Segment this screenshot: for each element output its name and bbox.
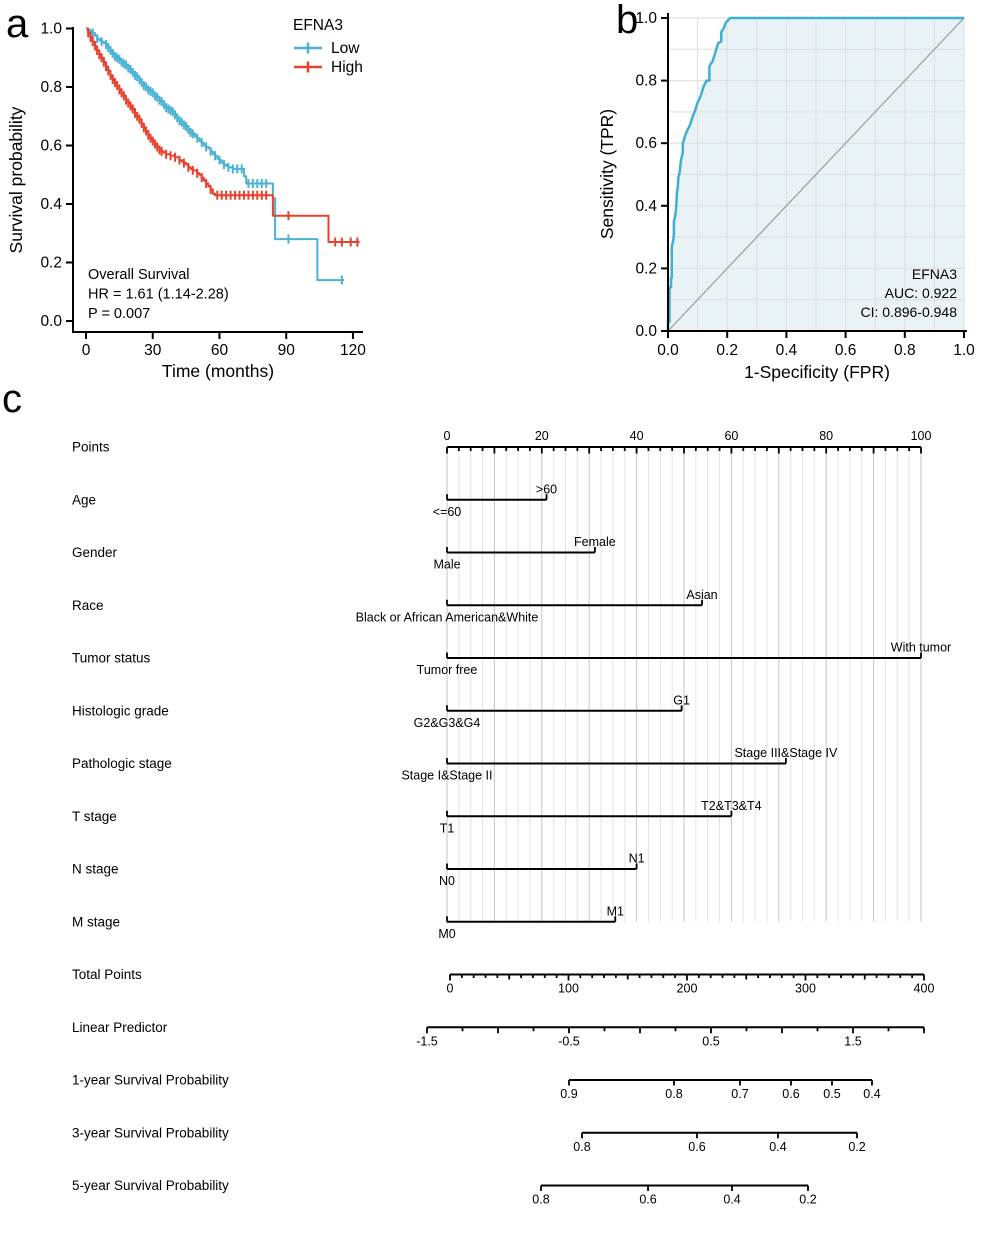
nomo-row-label: M stage xyxy=(72,914,121,930)
nomo-survival-tick-label: 0.2 xyxy=(799,1192,817,1207)
nomo-category-label-left: Male xyxy=(433,557,461,572)
km-x-tick-label: 60 xyxy=(210,342,229,359)
nomo-category-label-right: With tumor xyxy=(890,640,952,655)
panel-letter-c: c xyxy=(2,377,22,421)
nomo-survival-tick-label: 0.8 xyxy=(573,1139,591,1154)
nomo-points-tick-label: 20 xyxy=(534,429,549,443)
nomo-category-label-left: M0 xyxy=(438,926,456,941)
roc-y-axis-title: Sensitivity (TPR) xyxy=(597,108,617,240)
nomo-row-label: Linear Predictor xyxy=(72,1019,168,1035)
nomo-survival-tick-label: 0.5 xyxy=(823,1087,841,1101)
nomo-category-label-right: N1 xyxy=(628,851,645,866)
nomo-total-points-tick-label: 300 xyxy=(795,981,816,996)
km-y-tick-label: 0.8 xyxy=(40,79,62,96)
nomo-lp-tick-label: 1.5 xyxy=(844,1034,862,1049)
roc-y-tick-label: 0.2 xyxy=(635,260,657,278)
nomo-row-label: 3-year Survival Probability xyxy=(72,1125,229,1141)
km-x-tick-label: 0 xyxy=(81,342,91,359)
nomo-category-label-left: Black or African American&White xyxy=(355,610,539,625)
nomo-row-label: Pathologic stage xyxy=(72,756,172,771)
km-legend-title: EFNA3 xyxy=(293,17,343,34)
nomo-row-label: Age xyxy=(72,492,97,508)
roc-x-tick-label: 0.2 xyxy=(716,342,738,359)
km-y-tick-label: 0.2 xyxy=(40,254,62,272)
km-y-tick-label: 1.0 xyxy=(40,20,62,38)
nomo-survival-tick-label: 0.6 xyxy=(688,1139,706,1154)
roc-annotation-line: EFNA3 xyxy=(911,266,957,282)
nomo-lp-tick-label: -0.5 xyxy=(558,1034,580,1049)
km-x-axis-title: Time (months) xyxy=(161,361,275,381)
km-annotation-line: P = 0.007 xyxy=(88,306,151,322)
nomo-row-label: Points xyxy=(72,439,110,455)
nomo-points-tick-label: 100 xyxy=(910,429,932,443)
nomo-survival-tick-label: 0.8 xyxy=(532,1192,550,1207)
nomo-survival-tick-label: 0.4 xyxy=(769,1139,787,1154)
km-legend-label: High xyxy=(331,59,363,76)
km-x-tick-label: 90 xyxy=(277,342,295,359)
nomo-row-label: 5-year Survival Probability xyxy=(72,1178,229,1193)
km-annotation-line: Overall Survival xyxy=(88,267,190,283)
nomo-category-label-left: T1 xyxy=(439,821,455,836)
nomo-category-label-right: Asian xyxy=(686,587,718,602)
nomo-survival-tick-label: 0.6 xyxy=(639,1192,657,1207)
roc-plot xyxy=(590,0,1000,390)
nomo-category-label-left: Stage I&Stage II xyxy=(401,768,493,783)
nomo-total-points-tick-label: 400 xyxy=(913,981,935,996)
nomo-lp-tick-label: 0.5 xyxy=(702,1034,720,1049)
nomo-category-label-right: Female xyxy=(574,535,616,549)
nomo-points-tick-label: 40 xyxy=(629,429,644,443)
nomo-total-points-tick-label: 0 xyxy=(446,981,454,996)
nomo-category-label-left: N0 xyxy=(439,874,455,888)
panel-letter-a: a xyxy=(6,2,29,46)
km-x-tick-label: 120 xyxy=(340,342,366,359)
nomo-survival-tick-label: 0.4 xyxy=(723,1192,741,1207)
roc-x-tick-label: 0.6 xyxy=(834,342,857,359)
nomo-category-label-right: >60 xyxy=(535,482,558,497)
nomo-row-label: Race xyxy=(72,597,104,613)
nomo-survival-tick-label: 0.9 xyxy=(560,1087,578,1101)
nomo-points-tick-label: 60 xyxy=(724,429,739,443)
roc-annotation-line: CI: 0.896-0.948 xyxy=(860,304,957,320)
nomo-category-label-left: G2&G3&G4 xyxy=(413,715,481,730)
nomo-row-label: N stage xyxy=(72,861,119,877)
nomo-total-points-tick-label: 100 xyxy=(558,981,579,996)
nomo-row-label: Gender xyxy=(72,545,118,560)
nomo-row-label: Histologic grade xyxy=(72,703,169,719)
roc-annotation-line: AUC: 0.922 xyxy=(884,285,957,301)
nomo-points-tick-label: 0 xyxy=(443,429,451,443)
nomo-row-label: 1-year Survival Probability xyxy=(72,1072,229,1088)
nomo-category-label-right: M1 xyxy=(606,904,624,919)
nomo-survival-tick-label: 0.4 xyxy=(863,1087,881,1101)
roc-x-tick-label: 0.8 xyxy=(894,342,916,359)
nomo-category-label-right: T2&T3&T4 xyxy=(701,798,762,813)
nomo-category-label-right: Stage III&Stage IV xyxy=(734,746,838,760)
roc-y-tick-label: 1.0 xyxy=(635,10,657,27)
nomo-row-label: Tumor status xyxy=(72,650,151,666)
km-y-axis-title: Survival probability xyxy=(6,106,26,254)
panel-letter-b: b xyxy=(616,0,639,42)
roc-y-tick-label: 0.6 xyxy=(635,135,657,153)
roc-x-axis-title: 1-Specificity (FPR) xyxy=(744,362,890,382)
nomo-survival-tick-label: 0.2 xyxy=(848,1139,866,1154)
km-y-tick-label: 0.0 xyxy=(40,313,62,330)
km-legend-label: Low xyxy=(331,40,360,57)
km-x-tick-label: 30 xyxy=(144,342,162,359)
roc-y-tick-label: 0.4 xyxy=(635,197,657,215)
roc-y-tick-label: 0.0 xyxy=(635,323,657,340)
km-y-tick-label: 0.6 xyxy=(40,137,62,155)
roc-x-tick-label: 0.0 xyxy=(657,342,679,359)
km-y-tick-label: 0.4 xyxy=(40,196,62,213)
nomo-survival-tick-label: 0.7 xyxy=(731,1087,749,1101)
km-annotation-line: HR = 1.61 (1.14-2.28) xyxy=(88,286,229,303)
roc-x-tick-label: 0.4 xyxy=(775,342,798,359)
roc-x-tick-label: 1.0 xyxy=(953,342,975,359)
km-curve-high xyxy=(86,29,360,243)
nomo-category-label-left: Tumor free xyxy=(416,663,478,677)
nomo-survival-tick-label: 0.8 xyxy=(665,1087,683,1101)
nomo-points-tick-label: 80 xyxy=(819,429,834,443)
nomo-category-label-left: <=60 xyxy=(432,504,462,519)
nomogram-plot xyxy=(0,390,1000,1245)
nomo-total-points-tick-label: 200 xyxy=(676,981,698,996)
km-survival-plot xyxy=(0,0,430,390)
nomo-lp-tick-label: -1.5 xyxy=(416,1034,438,1049)
nomo-row-label: Total Points xyxy=(72,967,142,982)
nomo-survival-tick-label: 0.6 xyxy=(782,1087,800,1101)
roc-y-tick-label: 0.8 xyxy=(635,72,657,90)
nomo-category-label-right: G1 xyxy=(673,693,690,708)
nomo-row-label: T stage xyxy=(72,808,117,824)
